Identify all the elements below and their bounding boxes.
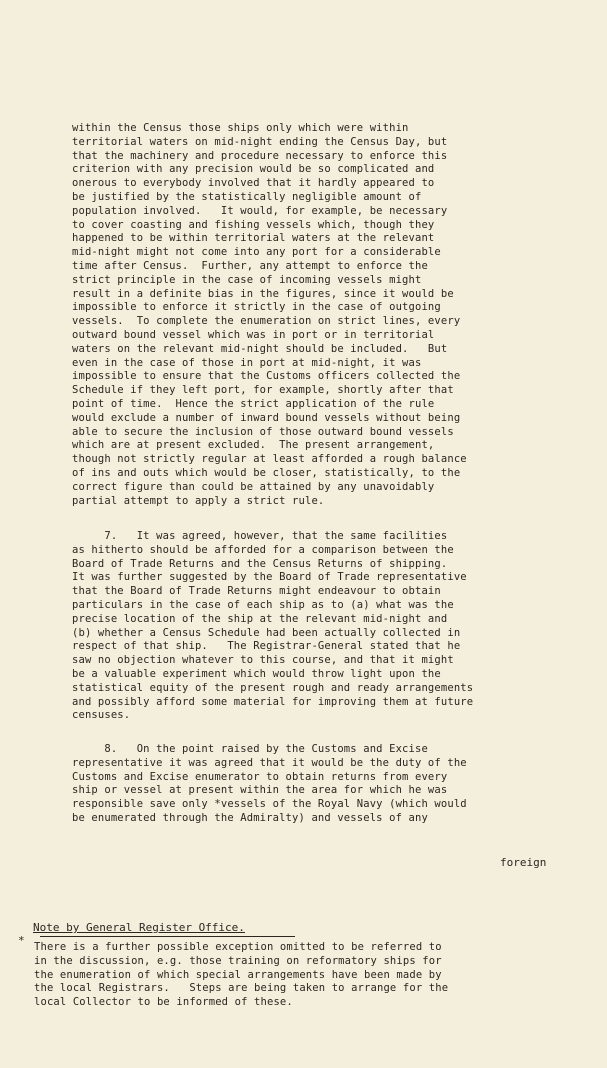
catchword: foreign — [500, 856, 547, 869]
text-line: precise location of the ship at the relevant mid-night and — [72, 612, 448, 625]
paragraph-6-continuation — [72, 122, 572, 508]
text-line: ship or vessel at present within the area for which he was — [72, 784, 448, 797]
text-line: Board of Trade Returns and the Census Returns of shipping. — [72, 557, 448, 570]
text-line: though not strictly regular at least afforded a rough balance — [72, 453, 467, 466]
text-line: even in the case of those in port at mid-night, it was — [72, 356, 422, 369]
text-line: outward bound vessel which was in port or in territorial — [72, 328, 435, 341]
text-line: the local Registrars. Steps are being taken to arrange for the — [34, 982, 449, 995]
text-line: mid-night might not come into any port for a considerable — [72, 246, 441, 259]
text-line: It was further suggested by the Board of Trade representative — [72, 571, 467, 584]
text-line: point of time. Hence the strict application of the rule — [72, 397, 435, 410]
text-line: which are at present excluded. The present arrangement, — [72, 439, 435, 452]
text-line: impossible to enforce it strictly in the case of outgoing — [72, 301, 441, 314]
text-line: responsible save only *vessels of the Royal Navy (which would — [72, 798, 467, 811]
text-line: as hitherto should be afforded for a comparison between the — [72, 543, 454, 556]
text-line: partial attempt to apply a strict rule. — [72, 494, 325, 507]
note-rule — [40, 936, 295, 937]
text-line: in the discussion, e.g. those training on reformatory ships for — [34, 954, 442, 967]
text-line: the enumeration of which special arrangements have been made by — [34, 968, 442, 981]
text-line: saw no objection whatever to this course, and that it might — [72, 654, 454, 667]
text-line: 8. On the point raised by the Customs and Excise — [72, 743, 428, 755]
text-line: be a valuable experiment which would throw light upon the — [72, 667, 441, 680]
text-line: censuses. — [72, 709, 131, 722]
text-line: 7. It was agreed, however, that the same facilities — [72, 530, 448, 542]
text-line: local Collector to be informed of these. — [34, 996, 293, 1009]
text-line: territorial waters on mid-night ending the Census Day, but — [72, 135, 448, 148]
text-line: (b) whether a Census Schedule had been actually collected in — [72, 626, 461, 639]
text-line: result in a definite bias in the figures, since it would be — [72, 287, 454, 300]
text-line: happened to be within territorial waters at the relevant — [72, 232, 435, 245]
text-line: population involved. It would, for example, be necessary — [72, 204, 448, 217]
footnote — [34, 941, 594, 1010]
text-line: be enumerated through the Admiralty) and vessels of any — [72, 811, 428, 824]
text-line: of ins and outs which would be closer, statistically, to the — [72, 466, 461, 479]
text-line: waters on the relevant mid-night should be included. But — [72, 342, 448, 355]
text-line: strict principle in the case of incoming vessels might — [72, 273, 422, 286]
text-line: and possibly afford some material for improving them at future — [72, 695, 474, 708]
text-line: representative it was agreed that it would be the duty of the — [72, 756, 467, 769]
text-line: impossible to ensure that the Customs officers collected the — [72, 370, 461, 383]
note-heading: Note by General Register Office. — [33, 921, 245, 934]
text-line: criterion with any precision would be so complicated and — [72, 163, 435, 176]
text-line: that the machinery and procedure necessary to enforce this — [72, 149, 448, 162]
text-line: correct figure than could be attained by any unavoidably — [72, 480, 435, 493]
text-line: would exclude a number of inward bound vessels without being — [72, 411, 461, 424]
footnote-marker: * — [18, 934, 25, 947]
text-line: Schedule if they left port, for example, shortly after that — [72, 384, 454, 397]
text-line: to cover coasting and fishing vessels which, though they — [72, 218, 435, 231]
paragraph-8 — [72, 743, 572, 826]
text-line: that the Board of Trade Returns might endeavour to obtain — [72, 585, 441, 598]
text-line: time after Census. Further, any attempt to enforce the — [72, 259, 428, 272]
text-line: respect of that ship. The Registrar-General stated that he — [72, 640, 461, 653]
text-line: vessels. To complete the enumeration on strict lines, every — [72, 315, 461, 328]
text-line: onerous to everybody involved that it hardly appeared to — [72, 177, 435, 190]
text-line: able to secure the inclusion of those outward bound vessels — [72, 425, 454, 438]
paragraph-7 — [72, 530, 572, 723]
text-line: be justified by the statistically negligible amount of — [72, 190, 422, 203]
text-line: within the Census those ships only which were within — [72, 122, 409, 134]
text-line: There is a further possible exception omitted to be referred to — [34, 941, 442, 953]
text-line: statistical equity of the present rough and ready arrangements — [72, 681, 474, 694]
text-line: particulars in the case of each ship as to (a) what was the — [72, 598, 454, 611]
text-line: Customs and Excise enumerator to obtain returns from every — [72, 770, 448, 783]
